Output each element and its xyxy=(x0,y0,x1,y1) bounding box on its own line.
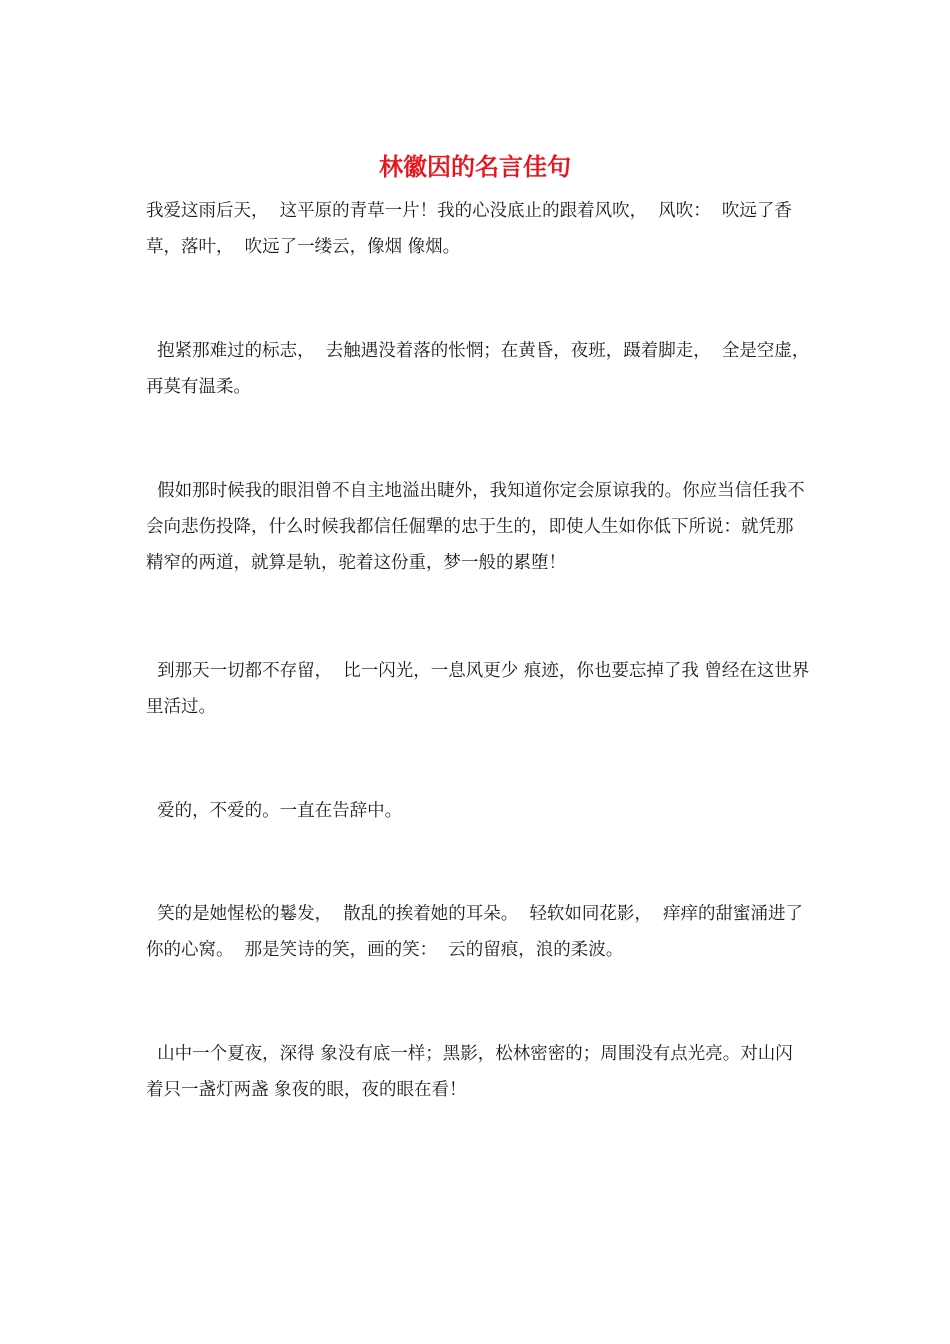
quote-paragraph-2: 抱紧那难过的标志， 去触遇没着落的怅惘；在黄昏，夜班，蹑着脚走， 全是空虚，再莫有温柔。 xyxy=(146,341,810,397)
quote-paragraph-3: 假如那时候我的眼泪曾不自主地溢出睫外，我知道你定会原谅我的。你应当信任我不会向悲伤投降，什么时候我都信任倔犟的忠于生的，即使人生如你低下所说：就凭那精窄的两道，就算是轨，驼着这份重，梦一般的累堕！ xyxy=(146,481,805,573)
quote-paragraph-4: 到那天一切都不存留， 比一闪光，一息风更少 痕迹，你也要忘掉了我 曾经在这世界里活过。 xyxy=(146,661,810,717)
quote-paragraph-1: 我爱这雨后天， 这平原的青草一片！我的心没底止的跟着风吹， 风吹： 吹远了香草，落叶， 吹远了一缕云，像烟 像烟。 xyxy=(146,201,792,257)
quote-paragraph-6: 笑的是她惺松的鬈发， 散乱的挨着她的耳朵。 轻软如同花影， 痒痒的甜蜜涌进了你的心窝。 那是笑诗的笑，画的笑： 云的留痕，浪的柔波。 xyxy=(146,904,804,960)
quote-paragraph-7: 山中一个夏夜，深得 象没有底一样；黑影，松林密密的；周围没有点光亮。对山闪着只一盏灯两盏 象夜的眼，夜的眼在看！ xyxy=(146,1044,793,1100)
page-title: 林徽因的名言佳句 xyxy=(379,152,571,181)
quote-paragraph-5: 爱的，不爱的。一直在告辞中。 xyxy=(146,801,403,821)
